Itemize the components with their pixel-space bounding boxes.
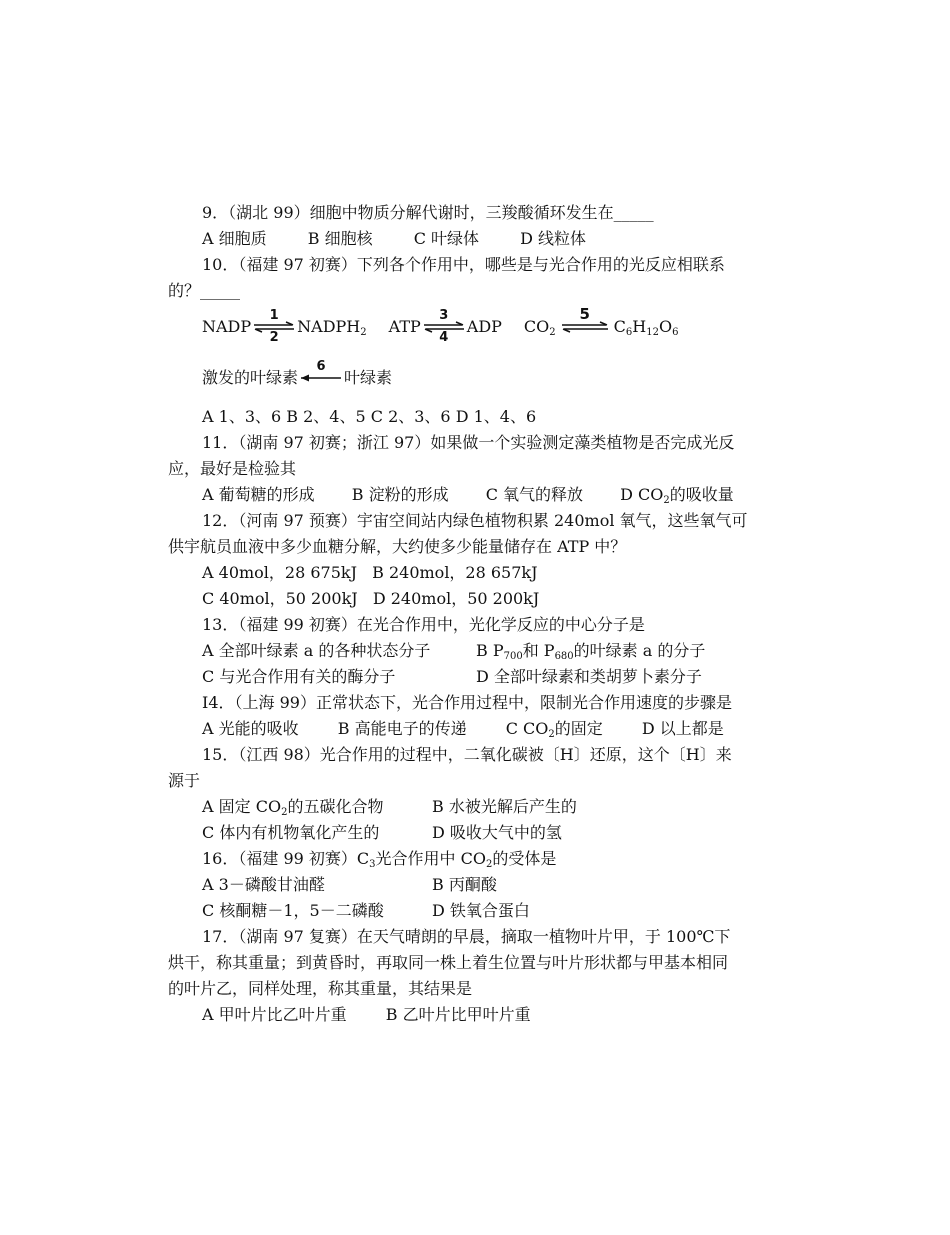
q13-option-c[interactable]: C 与光合作用有关的酶分子 — [202, 667, 396, 686]
q17-option-a[interactable]: A 甲叶片比乙叶片重 — [202, 1005, 347, 1024]
q16-options-row1 — [168, 872, 788, 898]
arrow-label-5: 5 — [579, 305, 590, 323]
reaction-chlorophyll: 叶绿素 — [344, 368, 393, 387]
q9-option-a[interactable]: A 细胞质 — [202, 229, 267, 248]
q15-option-c[interactable]: C 体内有机物氧化产生的 — [202, 823, 380, 842]
q17-stem-line2: 烘干，称其重量；到黄昏时，再取同一株上着生位置与叶片形状都与甲基本相同 — [168, 953, 729, 972]
q16-option-b[interactable]: B 丙酮酸 — [432, 875, 497, 894]
q15-options-row2 — [168, 820, 788, 846]
q12-option-b[interactable]: B 240mol，28 657kJ — [372, 563, 538, 582]
q11-option-b[interactable]: B 淀粉的形成 — [351, 485, 449, 504]
q10-options[interactable]: A 1、3、6 B 2、4、5 C 2、3、6 D 1、4、6 — [202, 407, 537, 426]
q11-option-c[interactable]: C 氧气的释放 — [485, 485, 584, 504]
q9-option-d[interactable]: D 线粒体 — [520, 229, 587, 248]
q15-stem-line1: 15．（江西 98）光合作用的过程中，二氧化碳被〔H〕还原，这个〔H〕来 — [202, 745, 732, 764]
q10-stem-line1: 10．（福建 97 初赛）下列各个作用中，哪些是与光合作用的光反应相联系 — [202, 255, 725, 274]
q10-reaction-row-6 — [168, 358, 788, 398]
q15-option-b[interactable]: B 水被光解后产生的 — [432, 797, 577, 816]
q14-options — [168, 716, 788, 742]
reversible-arrow-3-4 — [422, 308, 466, 345]
left-arrow-icon — [299, 373, 343, 383]
exam-page — [168, 200, 788, 1028]
q13-option-a[interactable]: A 全部叶绿素 a 的各种状态分子 — [202, 641, 431, 660]
q12-option-d[interactable]: D 240mol，50 200kJ — [372, 589, 540, 608]
q14-option-c[interactable]: C $CO_2$的固定 — [505, 719, 603, 740]
q11-options — [168, 482, 788, 508]
reaction-nadph2: $NADPH_2$ — [297, 317, 367, 338]
q12-option-a[interactable]: A 40mol，28 675kJ — [202, 563, 358, 582]
arrow-label-4: 4 — [439, 330, 449, 345]
q9-stem: 9．（湖北 99）细胞中物质分解代谢时，三羧酸循环发生在_____ — [202, 203, 654, 222]
q17-stem-line3: 的叶片乙，同样处理，称其重量，其结果是 — [168, 979, 473, 998]
q13-options-row2 — [168, 664, 788, 690]
q12-stem-line1: 12．（河南 97 预赛）宇宙空间站内绿色植物积累 240mol 氧气，这些氧气可 — [202, 511, 748, 530]
q12-options-row2 — [168, 586, 788, 612]
arrow-label-6: 6 — [316, 359, 326, 374]
q10-reaction-row — [168, 304, 788, 350]
q17-option-b[interactable]: B 乙叶片比甲叶片重 — [385, 1005, 531, 1024]
q15-options-row1 — [168, 794, 788, 820]
q16-options-row2 — [168, 898, 788, 924]
q12-option-c[interactable]: C 40mol，50 200kJ — [202, 589, 358, 608]
q16-option-c[interactable]: C 核酮糖－1，5－二磷酸 — [202, 901, 384, 920]
q14-option-a[interactable]: A 光能的吸收 — [202, 719, 299, 738]
q13-option-b[interactable]: B $P_{700}$和 $P_{680}$的叶绿素 a 的分子 — [476, 641, 706, 662]
q12-options-row1 — [168, 560, 788, 586]
q15-option-d[interactable]: D 吸收大气中的氢 — [432, 823, 562, 842]
q11-option-d[interactable]: D $CO_2$的吸收量 — [620, 485, 734, 506]
q9-option-c[interactable]: C 叶绿体 — [413, 229, 480, 248]
q11-stem-line2: 应，最好是检验其 — [168, 459, 297, 478]
q10-stem-line2: 的？_____ — [168, 281, 241, 300]
q16-option-a[interactable]: A 3－磷酸甘油醛 — [202, 875, 325, 894]
q16-option-d[interactable]: D 铁氧合蛋白 — [432, 901, 530, 920]
q13-option-d[interactable]: D 全部叶绿素和类胡萝卜素分子 — [476, 667, 702, 686]
arrow-label-1: 1 — [269, 308, 279, 323]
arrow-label-2: 2 — [269, 330, 279, 345]
q9-options — [168, 226, 788, 252]
reversible-arrow-1-2 — [252, 308, 296, 345]
q14-option-d[interactable]: D 以上都是 — [641, 719, 724, 738]
reaction-glucose: $C_6H_{12}O_6$ — [613, 317, 679, 338]
reaction-nadp: NADP — [202, 317, 252, 336]
reaction-co2: $CO_2$ — [523, 317, 556, 338]
q15-stem-line2: 源于 — [168, 771, 201, 790]
reaction-excited-chlorophyll: 激发的叶绿素 — [202, 368, 299, 387]
q12-stem-line2: 供宇航员血液中多少血糖分解，大约使多少能量储存在 ATP 中？ — [168, 537, 627, 556]
q13-options-row1 — [168, 638, 788, 664]
q11-option-a[interactable]: A 葡萄糖的形成 — [202, 485, 315, 504]
arrow-6 — [299, 359, 343, 383]
q14-stem: I4．（上海 99）正常状态下，光合作用过程中，限制光合作用速度的步骤是 — [202, 693, 732, 712]
q13-stem: 13．（福建 99 初赛）在光合作用中，光化学反应的中心分子是 — [202, 615, 645, 634]
q16-stem: 16．（福建 99 初赛）$C_3$光合作用中 $CO_2$的受体是 — [202, 849, 557, 870]
q9-option-b[interactable]: B 细胞核 — [307, 229, 373, 248]
q14-option-b[interactable]: B 高能电子的传递 — [337, 719, 467, 738]
arrow-label-3: 3 — [439, 308, 449, 323]
q17-options — [168, 1002, 788, 1028]
q11-stem-line1: 11．（湖南 97 初赛；浙江 97）如果做一个实验测定藻类植物是否完成光反 — [202, 433, 735, 452]
q17-stem-line1: 17．（湖南 97 复赛）在天气晴朗的早晨，摘取一植物叶片甲，于 100℃下 — [202, 927, 731, 946]
reaction-adp: ADP — [466, 317, 502, 336]
reversible-arrow-5 — [560, 305, 610, 333]
q15-option-a[interactable]: A 固定 $CO_2$的五碳化合物 — [202, 797, 384, 818]
reaction-atp: ATP — [388, 317, 421, 336]
